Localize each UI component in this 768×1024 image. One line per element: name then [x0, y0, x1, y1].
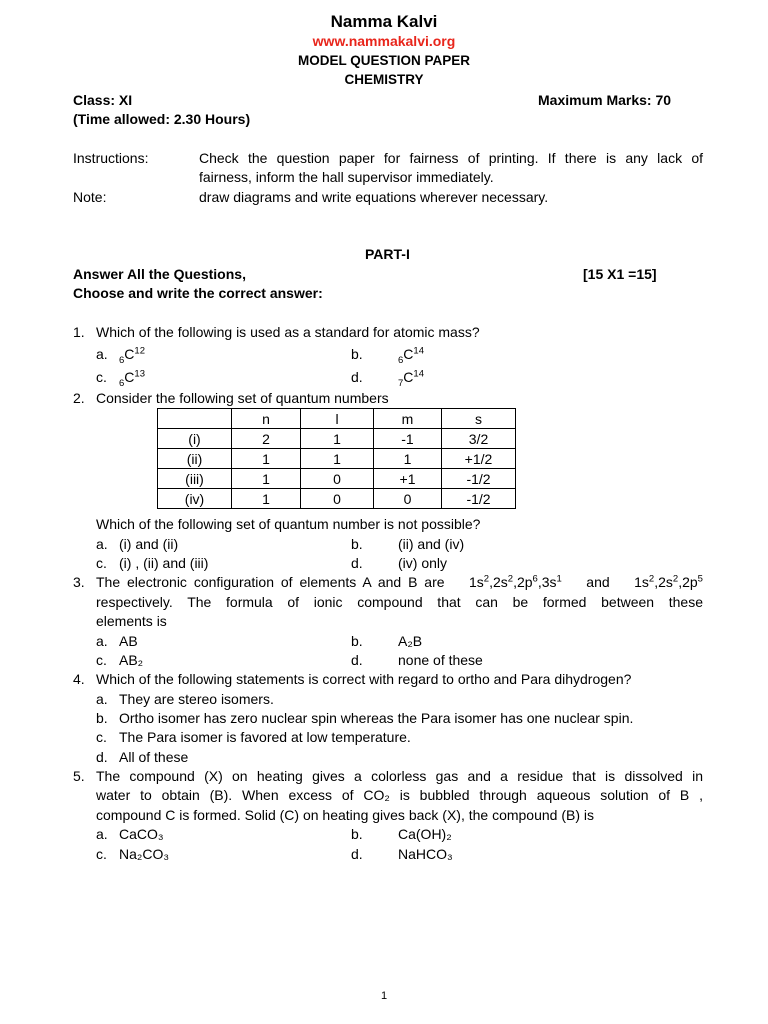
- note-label: Note:: [73, 189, 107, 205]
- question-3-line-3: elements is: [96, 613, 167, 629]
- q4-option-b: Ortho isomer has zero nuclear spin whereas the Para isomer has one nuclear spin.: [119, 710, 634, 726]
- table-row: [158, 429, 516, 449]
- question-5-line-2: water to obtain (B). When excess of CO₂ is bubbled through aqueous solution of B ,: [96, 787, 703, 803]
- table-cell: 1: [374, 449, 442, 469]
- part-marks: [15 X1 =15]: [583, 266, 657, 282]
- table-header-row: [158, 409, 516, 429]
- quantum-numbers-table: [157, 408, 516, 509]
- q1-option-a: $_6C^{12}$: [119, 345, 145, 366]
- q3-config-a: $1s^2,2s^2,2p^6,3s^1$: [469, 573, 562, 590]
- table-cell: 1: [232, 469, 301, 489]
- q2-option-a-label: a.: [96, 536, 108, 552]
- q5-option-c-label: c.: [96, 846, 107, 862]
- table-cell: 0: [301, 489, 374, 509]
- q5-option-c: Na₂CO₃: [119, 846, 170, 862]
- q2-option-b: (ii) and (iv): [398, 536, 465, 552]
- q2-option-c-label: c.: [96, 555, 107, 571]
- table-cell: 2: [232, 429, 301, 449]
- table-cell: 1: [301, 429, 374, 449]
- question-number: 2.: [73, 390, 85, 406]
- table-header-cell: n: [232, 409, 301, 429]
- q3-option-d-label: d.: [351, 652, 363, 668]
- part-instruction-2: Choose and write the correct answer:: [73, 285, 323, 301]
- q4-option-d-label: d.: [96, 749, 108, 765]
- question-5-line-3: compound C is formed. Solid (C) on heating gives back (X), the compound (B) is: [96, 807, 595, 823]
- table-cell: 0: [374, 489, 442, 509]
- q1-option-c-label: c.: [96, 369, 107, 385]
- q1-option-b-label: b.: [351, 346, 363, 362]
- question-3-line-1: [96, 573, 703, 593]
- site-url[interactable]: www.nammakalvi.org: [312, 33, 456, 49]
- q3-config-b: $1s^2,2s^2,2p^5$: [634, 573, 703, 590]
- question-5-line-1: The compound (X) on heating gives a colorless gas and a residue that is dissolved in: [96, 768, 703, 784]
- table-cell: 0: [301, 469, 374, 489]
- q5-option-a: CaCO₃: [119, 826, 164, 842]
- instructions-label: Instructions:: [73, 150, 149, 166]
- table-row: [158, 489, 516, 509]
- question-number: 5.: [73, 768, 85, 784]
- question-2-text: Consider the following set of quantum numbers: [96, 390, 389, 406]
- table-row: [158, 469, 516, 489]
- table-cell: 1: [232, 449, 301, 469]
- max-marks: Maximum Marks: 70: [538, 92, 672, 108]
- class-label: Class: XI: [73, 92, 133, 108]
- note-text: draw diagrams and write equations wherever necessary.: [199, 189, 549, 205]
- q5-option-b-label: b.: [351, 826, 363, 842]
- question-4-text: Which of the following statements is correct with regard to ortho and Para dihydrogen?: [96, 671, 632, 687]
- table-header-cell: l: [301, 409, 374, 429]
- q4-option-c-label: c.: [96, 729, 107, 745]
- question-2-subtext: Which of the following set of quantum number is not possible?: [96, 516, 481, 532]
- q1-option-c: $_6C^{13}$: [119, 368, 145, 389]
- table-header-cell: m: [374, 409, 442, 429]
- table-cell: -1/2: [442, 489, 516, 509]
- paper-title: MODEL QUESTION PAPER: [297, 53, 471, 68]
- question-number: 4.: [73, 671, 85, 687]
- q1-option-b: $_6C^{14}$: [398, 345, 424, 366]
- q2-option-b-label: b.: [351, 536, 363, 552]
- q1-option-a-label: a.: [96, 346, 108, 362]
- table-cell: 3/2: [442, 429, 516, 449]
- part-title: PART-I: [365, 246, 410, 262]
- table-cell: (iv): [158, 489, 232, 509]
- instructions-line-2: fairness, inform the hall supervisor immediately.: [199, 169, 494, 185]
- q4-option-b-label: b.: [96, 710, 108, 726]
- q3-option-b-label: b.: [351, 633, 363, 649]
- table-cell: +1/2: [442, 449, 516, 469]
- q4-option-a-label: a.: [96, 691, 108, 707]
- table-cell: 1: [301, 449, 374, 469]
- table-header-cell: [158, 409, 232, 429]
- table-cell: -1: [374, 429, 442, 449]
- q1-option-d: $_7C^{14}$: [398, 368, 424, 389]
- q2-option-a: (i) and (ii): [119, 536, 179, 552]
- q5-option-b: Ca(OH)₂: [398, 826, 452, 842]
- question-1-text: Which of the following is used as a standard for atomic mass?: [96, 324, 480, 340]
- table-row: [158, 449, 516, 469]
- q2-option-d: (iv) only: [398, 555, 448, 571]
- q3-option-a: AB: [119, 633, 138, 649]
- table-cell: -1/2: [442, 469, 516, 489]
- time-allowed: (Time allowed: 2.30 Hours): [73, 111, 251, 127]
- site-name: Namma Kalvi: [330, 12, 438, 31]
- q3-option-d: none of these: [398, 652, 483, 668]
- question-3-line-2: respectively. The formula of ionic compound that can be formed between these: [96, 594, 703, 610]
- instructions-line-1: Check the question paper for fairness of printing. If there is any lack of: [199, 150, 703, 166]
- q3-option-a-label: a.: [96, 633, 108, 649]
- part-instruction-1: Answer All the Questions,: [73, 266, 246, 282]
- q4-option-d: All of these: [119, 749, 189, 765]
- q3-and: and: [586, 574, 610, 590]
- q3-option-b: A₂B: [398, 633, 423, 649]
- q3-option-c: AB₂: [119, 652, 144, 668]
- q4-option-a: They are stereo isomers.: [119, 691, 274, 707]
- q4-option-c: The Para isomer is favored at low temperature.: [119, 729, 411, 745]
- question-number: 3.: [73, 574, 85, 590]
- q5-option-a-label: a.: [96, 826, 108, 842]
- table-cell: (i): [158, 429, 232, 449]
- question-number: 1.: [73, 324, 85, 340]
- table-cell: +1: [374, 469, 442, 489]
- q1-option-d-label: d.: [351, 369, 363, 385]
- subject-title: CHEMISTRY: [344, 72, 424, 87]
- table-cell: (ii): [158, 449, 232, 469]
- table-cell: 1: [232, 489, 301, 509]
- q2-option-d-label: d.: [351, 555, 363, 571]
- page-number: 1: [380, 990, 388, 1002]
- q2-option-c: (i) , (ii) and (iii): [119, 555, 209, 571]
- table-cell: (iii): [158, 469, 232, 489]
- table-header-cell: s: [442, 409, 516, 429]
- q3-option-c-label: c.: [96, 652, 107, 668]
- q3-text-start: The electronic configuration of elements A and B are: [96, 574, 445, 590]
- q5-option-d: NaHCO₃: [398, 846, 453, 862]
- q5-option-d-label: d.: [351, 846, 363, 862]
